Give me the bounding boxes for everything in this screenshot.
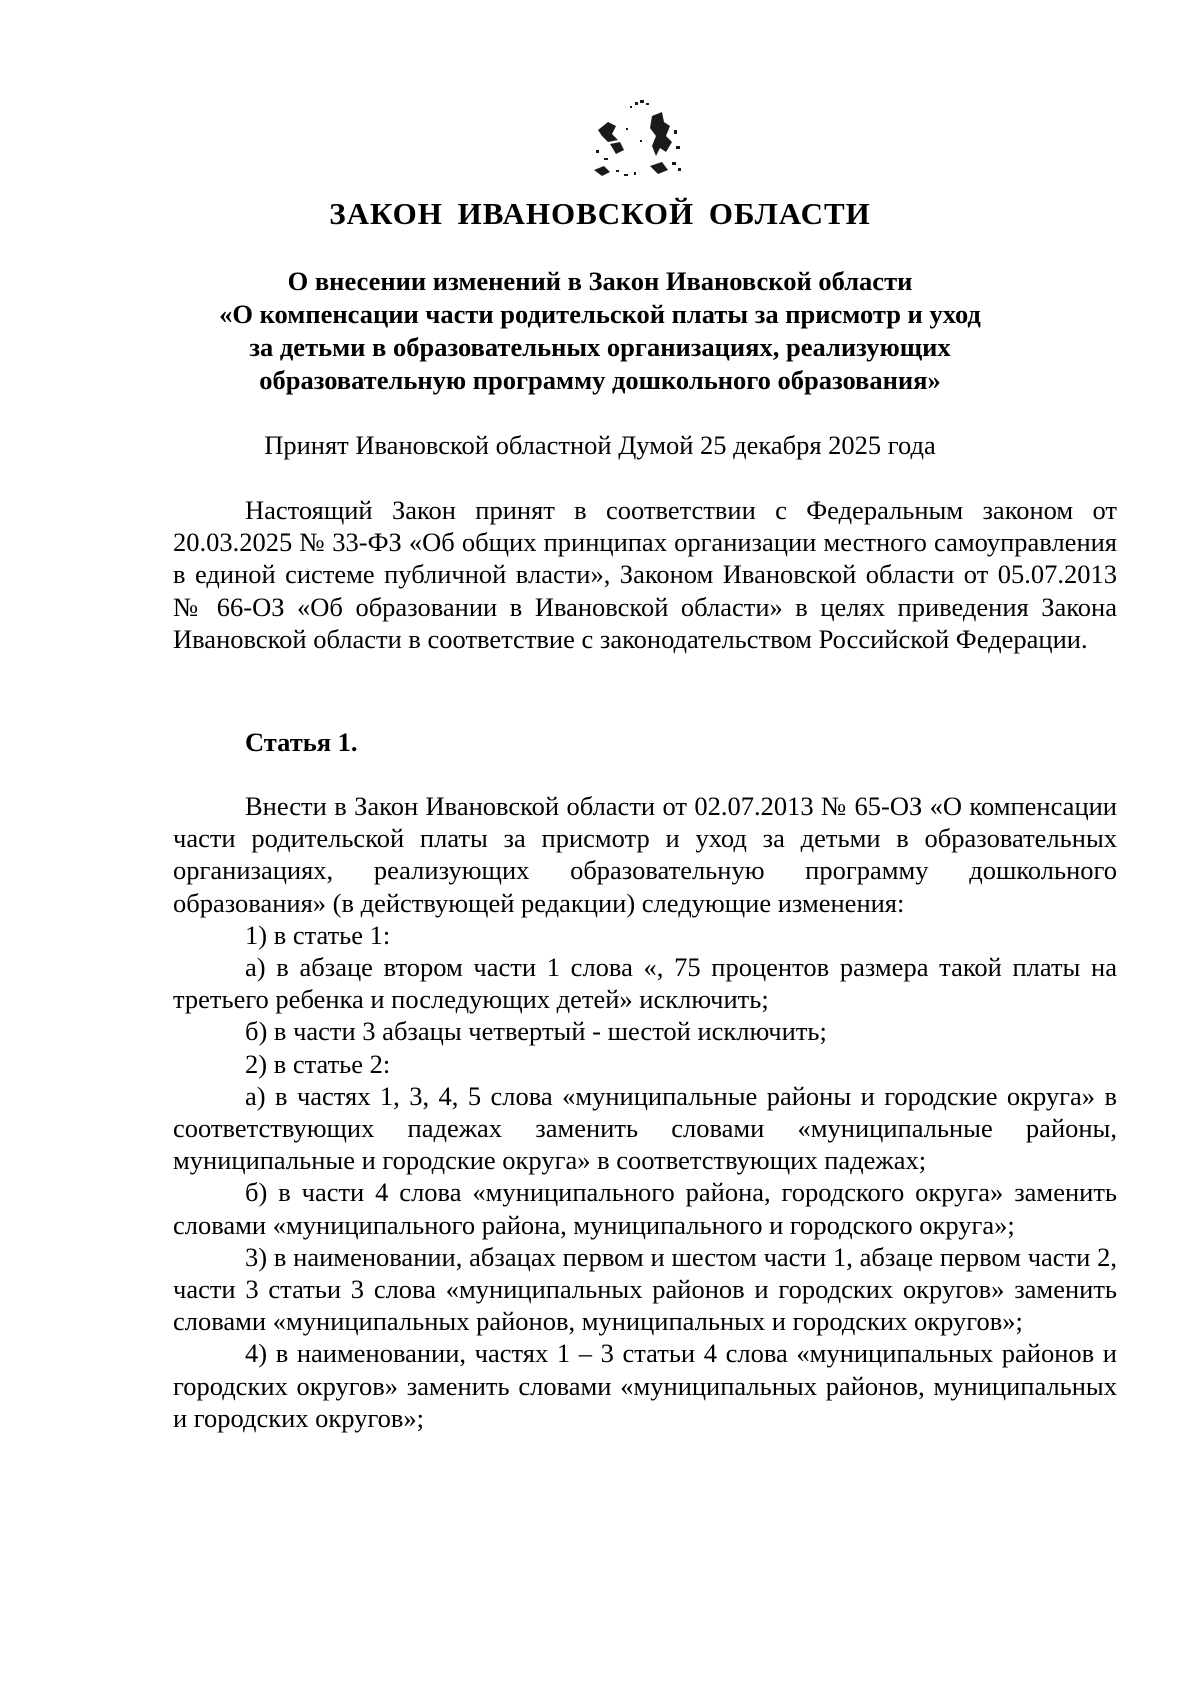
list-item: а) в частях 1, 3, 4, 5 слова «муниципальные районы и городские округа» в соответствующих падежах заменить словами «муниципальные районы, муниципальные и городские округа» в соответствующих падежах;: [173, 1080, 1117, 1176]
list-item: 1) в статье 1:: [245, 919, 391, 950]
list-item: 3) в наименовании, абзацах первом и шестом части 1, абзаце первом части 2, части 3 статьи 3 слова «муниципальных районов и городских округов» заменить словами «муниципальных районов, муниципальных и городских округов»;: [173, 1241, 1117, 1337]
subtitle-line: О внесении изменений в Закон Ивановской области: [287, 266, 913, 296]
coat-of-arms-icon: [590, 100, 686, 182]
subtitle-line: образовательную программу дошкольного образования»: [259, 365, 941, 395]
law-subtitle: [150, 265, 1050, 397]
list-item: 2) в статье 2:: [245, 1048, 391, 1079]
article-intro: Внести в Закон Ивановской области от 02.07.2013 № 65-ОЗ «О компенсации части родительской платы за присмотр и уход за детьми в образовательных организациях, реализующих образовательную программу дошкольного образования» (в действующей редакции) следующие изменения:: [173, 791, 1117, 918]
article-heading: Статья 1.: [245, 727, 358, 757]
list-item: а) в абзаце втором части 1 слова «, 75 процентов размера такой платы на третьего ребенка и последующих детей» исключить;: [173, 952, 1117, 1015]
preamble-paragraph: Настоящий Закон принят в соответствии с Федеральным законом от 20.03.2025 № 33-ФЗ «Об общих принципах организации местного самоуправления в единой системе публичной власти», Законом Ивановской области от 05.07.2013 № 66-ОЗ «Об образовании в Ивановской области» в целях приведения Закона Ивановской области в соответствие с законодательством Российской Федерации.: [173, 495, 1117, 654]
subtitle-line: «О компенсации части родительской платы за присмотр и уход: [219, 299, 981, 329]
list-item: б) в части 4 слова «муниципального района, городского округа» заменить словами «муниципального района, муниципального и городского округа»;: [173, 1177, 1117, 1240]
subtitle-line: за детьми в образовательных организациях, реализующих: [249, 332, 951, 362]
list-item: 4) в наименовании, частях 1 – 3 статьи 4 слова «муниципальных районов и городских округов» заменить словами «муниципальных районов, муниципальных и городских округов»;: [173, 1338, 1117, 1433]
adoption-line: Принят Ивановской областной Думой 25 декабря 2025 года: [264, 430, 936, 460]
article-body: [173, 790, 1117, 1434]
list-item: б) в части 3 абзацы четвертый - шестой исключить;: [245, 1016, 827, 1047]
law-title: ЗАКОН ИВАНОВСКОЙ ОБЛАСТИ: [329, 196, 871, 231]
